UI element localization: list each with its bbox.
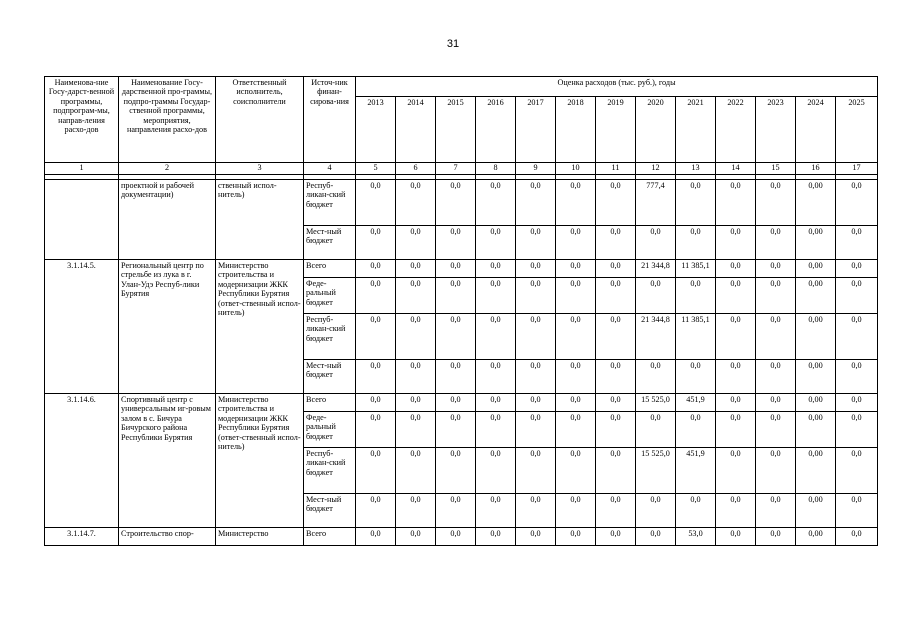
value-cell-2023: 0,0: [756, 528, 796, 546]
value-cell-2020: 15 525,0: [636, 448, 676, 494]
value-cell-2021: 451,9: [676, 394, 716, 412]
value-cell-2016: 0,0: [476, 528, 516, 546]
value-cell-2015: 0,0: [436, 494, 476, 528]
value-cell-2015: 0,0: [436, 528, 476, 546]
value-cell-2021: 0,0: [676, 278, 716, 314]
header-year-2024: 2024: [796, 97, 836, 163]
value-cell-2022: 0,0: [716, 360, 756, 394]
header-year-2022: 2022: [716, 97, 756, 163]
value-cell-2017: 0,0: [516, 278, 556, 314]
column-number: 3: [216, 163, 304, 175]
value-cell-2017: 0,0: [516, 528, 556, 546]
value-cell-2018: 0,0: [556, 180, 596, 226]
row-event-name: Региональный центр по стрельбе из лука в г. Улан-Удэ Респуб-лики Бурятия: [119, 260, 216, 394]
header-year-2019: 2019: [596, 97, 636, 163]
value-cell-2019: 0,0: [596, 314, 636, 360]
column-number: 11: [596, 163, 636, 175]
value-cell-2019: 0,0: [596, 278, 636, 314]
value-cell-2024: 0,00: [796, 360, 836, 394]
value-cell-2016: 0,0: [476, 226, 516, 260]
value-cell-2022: 0,0: [716, 278, 756, 314]
table-row: [45, 260, 878, 278]
header-funding-source: Источ-ник финан-сирова-ния: [304, 77, 356, 163]
header-year-2016: 2016: [476, 97, 516, 163]
value-cell-2020: 0,0: [636, 226, 676, 260]
value-cell-2021: 11 385,1: [676, 260, 716, 278]
value-cell-2022: 0,0: [716, 314, 756, 360]
value-cell-2024: 0,00: [796, 412, 836, 448]
value-cell-2014: 0,0: [396, 278, 436, 314]
value-cell-2015: 0,0: [436, 394, 476, 412]
value-cell-2018: 0,0: [556, 260, 596, 278]
value-cell-2018: 0,0: [556, 394, 596, 412]
value-cell-2024: 0,00: [796, 448, 836, 494]
value-cell-2017: 0,0: [516, 360, 556, 394]
table-row: [45, 394, 878, 412]
value-cell-2015: 0,0: [436, 226, 476, 260]
row-funding-source: Всего: [304, 394, 356, 412]
row-executor: Министерство строительства и модернизации ЖКК Республики Бурятия (ответ-ственный испол-нитель): [216, 260, 304, 394]
row-funding-source: Феде-ральный бюджет: [304, 278, 356, 314]
value-cell-2013: 0,0: [356, 360, 396, 394]
column-number: 14: [716, 163, 756, 175]
value-cell-2019: 0,0: [596, 226, 636, 260]
value-cell-2022: 0,0: [716, 528, 756, 546]
value-cell-2020: 0,0: [636, 528, 676, 546]
column-number: 9: [516, 163, 556, 175]
table-body: [45, 175, 878, 546]
value-cell-2024: 0,00: [796, 226, 836, 260]
value-cell-2019: 0,0: [596, 448, 636, 494]
value-cell-2019: 0,0: [596, 394, 636, 412]
value-cell-2018: 0,0: [556, 360, 596, 394]
value-cell-2025: 0,0: [836, 494, 878, 528]
value-cell-2021: 0,0: [676, 360, 716, 394]
header-program-name: Наименова-ние Госу-дарст-венной программы, подпрограм-мы, направ-ления расхо-дов: [45, 77, 119, 163]
column-number: 16: [796, 163, 836, 175]
row-funding-source: Респуб-ликан-ский бюджет: [304, 314, 356, 360]
value-cell-2019: 0,0: [596, 180, 636, 226]
row-event-name: проектной и рабочей документации): [119, 180, 216, 260]
value-cell-2013: 0,0: [356, 412, 396, 448]
row-event-name: Спортивный центр с универсальным иг-ровым залом в с. Бичура Бичурского района Республики Бурятия: [119, 394, 216, 528]
value-cell-2020: 0,0: [636, 412, 676, 448]
value-cell-2020: 21 344,8: [636, 314, 676, 360]
value-cell-2025: 0,0: [836, 180, 878, 226]
value-cell-2016: 0,0: [476, 278, 516, 314]
value-cell-2015: 0,0: [436, 278, 476, 314]
value-cell-2022: 0,0: [716, 494, 756, 528]
row-code: 3.1.14.7.: [45, 528, 119, 546]
value-cell-2023: 0,0: [756, 180, 796, 226]
value-cell-2017: 0,0: [516, 260, 556, 278]
value-cell-2019: 0,0: [596, 260, 636, 278]
value-cell-2014: 0,0: [396, 528, 436, 546]
column-number-row: [45, 163, 878, 175]
value-cell-2025: 0,0: [836, 412, 878, 448]
value-cell-2016: 0,0: [476, 360, 516, 394]
value-cell-2018: 0,0: [556, 412, 596, 448]
value-cell-2022: 0,0: [716, 394, 756, 412]
value-cell-2020: 0,0: [636, 494, 676, 528]
value-cell-2014: 0,0: [396, 260, 436, 278]
value-cell-2020: 0,0: [636, 278, 676, 314]
header-year-2023: 2023: [756, 97, 796, 163]
value-cell-2024: 0,00: [796, 494, 836, 528]
value-cell-2023: 0,0: [756, 494, 796, 528]
value-cell-2022: 0,0: [716, 180, 756, 226]
value-cell-2014: 0,0: [396, 226, 436, 260]
value-cell-2023: 0,0: [756, 226, 796, 260]
row-event-name: Строительство спор-: [119, 528, 216, 546]
value-cell-2025: 0,0: [836, 528, 878, 546]
row-funding-source: Респуб-ликан-ский бюджет: [304, 180, 356, 226]
value-cell-2021: 0,0: [676, 180, 716, 226]
column-number: 8: [476, 163, 516, 175]
value-cell-2021: 53,0: [676, 528, 716, 546]
column-number: 2: [119, 163, 216, 175]
header-event-name: Наименование Госу-дарственной про-граммы, подпро-граммы Государ-ственной программы, мероприятия, направления расхо-дов: [119, 77, 216, 163]
column-number: 5: [356, 163, 396, 175]
row-funding-source: Мест-ный бюджет: [304, 494, 356, 528]
header-year-2020: 2020: [636, 97, 676, 163]
value-cell-2018: 0,0: [556, 314, 596, 360]
value-cell-2025: 0,0: [836, 314, 878, 360]
value-cell-2023: 0,0: [756, 394, 796, 412]
value-cell-2018: 0,0: [556, 448, 596, 494]
table-row: [45, 180, 878, 226]
value-cell-2013: 0,0: [356, 180, 396, 226]
value-cell-2024: 0,00: [796, 314, 836, 360]
value-cell-2021: 0,0: [676, 226, 716, 260]
value-cell-2015: 0,0: [436, 448, 476, 494]
row-code: 3.1.14.6.: [45, 394, 119, 528]
value-cell-2013: 0,0: [356, 448, 396, 494]
value-cell-2023: 0,0: [756, 412, 796, 448]
header-year-2018: 2018: [556, 97, 596, 163]
row-executor: Министерство строительства и модернизации ЖКК Республики Бурятия (ответ-ственный испол-нитель): [216, 394, 304, 528]
row-code: [45, 180, 119, 260]
value-cell-2024: 0,00: [796, 260, 836, 278]
value-cell-2013: 0,0: [356, 260, 396, 278]
value-cell-2025: 0,0: [836, 226, 878, 260]
value-cell-2024: 0,00: [796, 180, 836, 226]
value-cell-2023: 0,0: [756, 314, 796, 360]
page-number: 31: [446, 38, 460, 50]
header-year-2021: 2021: [676, 97, 716, 163]
column-number: 13: [676, 163, 716, 175]
value-cell-2025: 0,0: [836, 260, 878, 278]
value-cell-2022: 0,0: [716, 226, 756, 260]
value-cell-2021: 0,0: [676, 494, 716, 528]
value-cell-2023: 0,0: [756, 360, 796, 394]
value-cell-2017: 0,0: [516, 180, 556, 226]
column-number: 12: [636, 163, 676, 175]
row-funding-source: Респуб-ликан-ский бюджет: [304, 448, 356, 494]
value-cell-2025: 0,0: [836, 448, 878, 494]
value-cell-2015: 0,0: [436, 412, 476, 448]
value-cell-2025: 0,0: [836, 394, 878, 412]
value-cell-2018: 0,0: [556, 226, 596, 260]
row-funding-source: Мест-ный бюджет: [304, 360, 356, 394]
value-cell-2022: 0,0: [716, 448, 756, 494]
row-executor: Министерство: [216, 528, 304, 546]
value-cell-2020: 21 344,8: [636, 260, 676, 278]
row-funding-source: Всего: [304, 528, 356, 546]
value-cell-2014: 0,0: [396, 360, 436, 394]
value-cell-2013: 0,0: [356, 278, 396, 314]
value-cell-2013: 0,0: [356, 394, 396, 412]
value-cell-2019: 0,0: [596, 528, 636, 546]
value-cell-2016: 0,0: [476, 394, 516, 412]
column-number: 15: [756, 163, 796, 175]
value-cell-2023: 0,0: [756, 278, 796, 314]
column-number: 4: [304, 163, 356, 175]
value-cell-2015: 0,0: [436, 260, 476, 278]
value-cell-2024: 0,00: [796, 394, 836, 412]
value-cell-2014: 0,0: [396, 314, 436, 360]
header-year-2015: 2015: [436, 97, 476, 163]
header-year-2014: 2014: [396, 97, 436, 163]
column-number: 7: [436, 163, 476, 175]
table-header: [45, 77, 878, 175]
value-cell-2023: 0,0: [756, 448, 796, 494]
row-executor: ственный испол-нитель): [216, 180, 304, 260]
value-cell-2023: 0,0: [756, 260, 796, 278]
value-cell-2013: 0,0: [356, 528, 396, 546]
value-cell-2022: 0,0: [716, 412, 756, 448]
value-cell-2016: 0,0: [476, 314, 516, 360]
column-number: 1: [45, 163, 119, 175]
value-cell-2024: 0,00: [796, 278, 836, 314]
value-cell-2015: 0,0: [436, 180, 476, 226]
row-funding-source: Всего: [304, 260, 356, 278]
header-year-2017: 2017: [516, 97, 556, 163]
value-cell-2021: 0,0: [676, 412, 716, 448]
value-cell-2016: 0,0: [476, 448, 516, 494]
value-cell-2025: 0,0: [836, 360, 878, 394]
value-cell-2021: 11 385,1: [676, 314, 716, 360]
value-cell-2014: 0,0: [396, 394, 436, 412]
value-cell-2019: 0,0: [596, 360, 636, 394]
value-cell-2017: 0,0: [516, 448, 556, 494]
value-cell-2020: 777,4: [636, 180, 676, 226]
value-cell-2017: 0,0: [516, 394, 556, 412]
value-cell-2019: 0,0: [596, 494, 636, 528]
header-executor: Ответственный исполнитель, соисполнители: [216, 77, 304, 163]
value-cell-2017: 0,0: [516, 314, 556, 360]
budget-table: [44, 76, 878, 546]
value-cell-2016: 0,0: [476, 412, 516, 448]
value-cell-2018: 0,0: [556, 528, 596, 546]
row-funding-source: Мест-ный бюджет: [304, 226, 356, 260]
header-spend-estimate: Оценка расходов (тыс. руб.), годы: [356, 77, 878, 97]
table-row: [45, 528, 878, 546]
column-number: 6: [396, 163, 436, 175]
row-funding-source: Феде-ральный бюджет: [304, 412, 356, 448]
value-cell-2013: 0,0: [356, 494, 396, 528]
value-cell-2016: 0,0: [476, 180, 516, 226]
value-cell-2017: 0,0: [516, 226, 556, 260]
value-cell-2016: 0,0: [476, 260, 516, 278]
value-cell-2017: 0,0: [516, 494, 556, 528]
value-cell-2016: 0,0: [476, 494, 516, 528]
value-cell-2014: 0,0: [396, 448, 436, 494]
column-number: 17: [836, 163, 878, 175]
value-cell-2021: 451,9: [676, 448, 716, 494]
value-cell-2019: 0,0: [596, 412, 636, 448]
header-year-2025: 2025: [836, 97, 878, 163]
value-cell-2015: 0,0: [436, 314, 476, 360]
value-cell-2014: 0,0: [396, 412, 436, 448]
value-cell-2020: 0,0: [636, 360, 676, 394]
value-cell-2013: 0,0: [356, 314, 396, 360]
value-cell-2014: 0,0: [396, 180, 436, 226]
value-cell-2018: 0,0: [556, 278, 596, 314]
value-cell-2018: 0,0: [556, 494, 596, 528]
header-year-2013: 2013: [356, 97, 396, 163]
value-cell-2020: 15 525,0: [636, 394, 676, 412]
value-cell-2015: 0,0: [436, 360, 476, 394]
value-cell-2022: 0,0: [716, 260, 756, 278]
row-code: 3.1.14.5.: [45, 260, 119, 394]
value-cell-2017: 0,0: [516, 412, 556, 448]
column-number: 10: [556, 163, 596, 175]
value-cell-2025: 0,0: [836, 278, 878, 314]
value-cell-2014: 0,0: [396, 494, 436, 528]
value-cell-2013: 0,0: [356, 226, 396, 260]
value-cell-2024: 0,00: [796, 528, 836, 546]
